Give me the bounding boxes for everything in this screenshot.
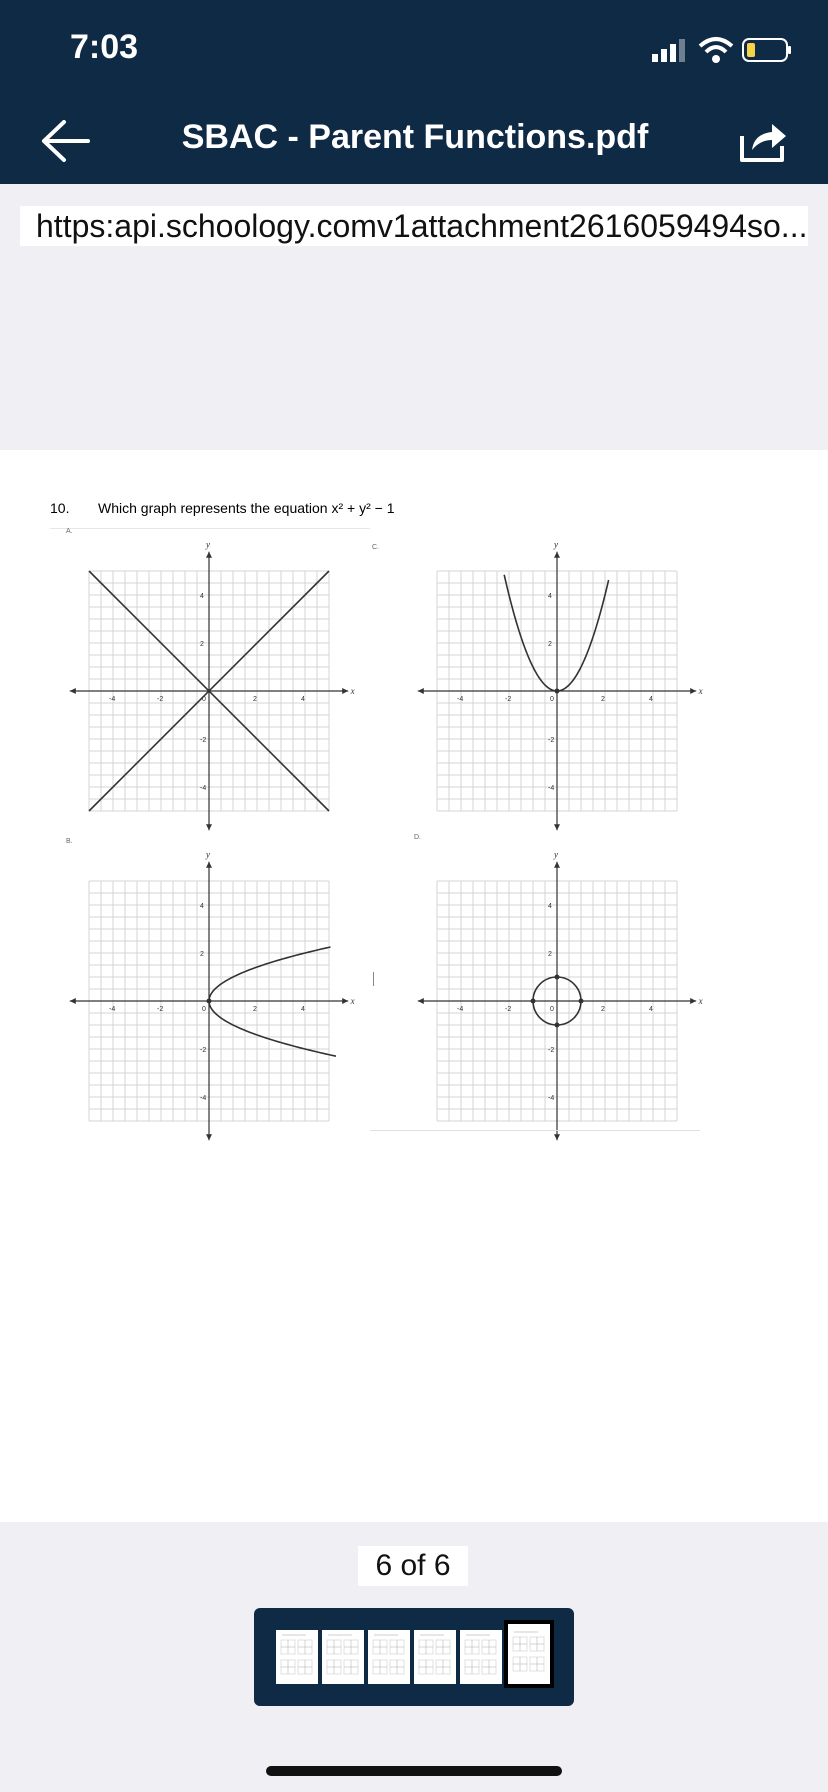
y-tick-label: 4 bbox=[200, 903, 204, 910]
graph-option-b[interactable] bbox=[64, 849, 355, 1146]
x-tick-label: -4 bbox=[109, 1006, 116, 1013]
page-thumbnail-3[interactable] bbox=[368, 1630, 410, 1684]
y-tick-label: 4 bbox=[548, 903, 552, 910]
page-divider bbox=[370, 1130, 700, 1131]
pdf-page bbox=[0, 450, 828, 1522]
page-thumbnail-strip bbox=[254, 1608, 574, 1706]
y-tick-label: 4 bbox=[548, 593, 552, 600]
y-tick-label: 2 bbox=[548, 641, 552, 648]
x-tick-label: -2 bbox=[157, 1006, 164, 1013]
thumbnail-preview-icon bbox=[414, 1630, 456, 1684]
wifi-icon bbox=[698, 36, 734, 64]
x-tick-label: -4 bbox=[457, 1006, 464, 1013]
text-cursor bbox=[373, 972, 374, 986]
option-a-label: A. bbox=[66, 528, 73, 535]
intercept-point bbox=[555, 1023, 560, 1028]
question-divider bbox=[50, 528, 370, 529]
origin-label: 0 bbox=[202, 696, 206, 703]
document-title: SBAC - Parent Functions.pdf bbox=[181, 118, 649, 156]
x-tick-label: -4 bbox=[109, 696, 116, 703]
x-tick-label: -2 bbox=[505, 1006, 512, 1013]
x-tick-label: 4 bbox=[649, 1006, 653, 1013]
origin-label: 0 bbox=[550, 696, 554, 703]
document-url[interactable]: https:api.schoology.comv1attachment2616059494so... bbox=[20, 206, 808, 246]
y-tick-label: 2 bbox=[548, 951, 552, 958]
y-tick-label: 2 bbox=[200, 951, 204, 958]
top-bar bbox=[0, 0, 828, 184]
x-tick-label: 2 bbox=[253, 1006, 257, 1013]
y-tick-label: -4 bbox=[200, 1095, 207, 1102]
x-axis-label: x bbox=[698, 996, 703, 1006]
page-thumbnail-2[interactable] bbox=[322, 1630, 364, 1684]
x-tick-label: -2 bbox=[505, 696, 512, 703]
intercept-point bbox=[531, 999, 536, 1004]
intercept-point bbox=[579, 999, 584, 1004]
thumbnail-preview-icon bbox=[276, 1630, 318, 1684]
x-tick-label: 4 bbox=[301, 696, 305, 703]
y-tick-label: -4 bbox=[548, 785, 555, 792]
thumbnail-preview-icon bbox=[368, 1630, 410, 1684]
option-c-label: C. bbox=[372, 544, 379, 551]
x-tick-label: -4 bbox=[457, 696, 464, 703]
y-axis-label: y bbox=[554, 849, 558, 860]
vertex-point bbox=[555, 689, 560, 694]
page-thumbnail-6-active[interactable] bbox=[504, 1620, 554, 1688]
thumbnail-preview-icon bbox=[460, 1630, 502, 1684]
x-tick-label: 2 bbox=[253, 696, 257, 703]
x-tick-label: 2 bbox=[601, 1006, 605, 1013]
thumbnail-preview-icon bbox=[508, 1624, 550, 1684]
y-tick-label: -2 bbox=[200, 1047, 207, 1054]
y-tick-label: -2 bbox=[548, 737, 555, 744]
cellular-signal-icon bbox=[652, 38, 688, 62]
option-d-label: D. bbox=[414, 834, 421, 841]
x-axis-label: x bbox=[350, 996, 355, 1006]
x-tick-label: 4 bbox=[649, 696, 653, 703]
page-thumbnail-1[interactable] bbox=[276, 1630, 318, 1684]
home-indicator[interactable] bbox=[266, 1766, 562, 1776]
y-tick-label: 2 bbox=[200, 641, 204, 648]
page-thumbnail-4[interactable] bbox=[414, 1630, 456, 1684]
x-tick-label: 2 bbox=[601, 696, 605, 703]
graph-option-c[interactable] bbox=[412, 539, 703, 836]
origin-label: 0 bbox=[202, 1006, 206, 1013]
question-number: 10. bbox=[50, 500, 70, 516]
y-tick-label: -2 bbox=[548, 1047, 555, 1054]
page-indicator: 6 of 6 bbox=[358, 1546, 468, 1586]
x-tick-label: -2 bbox=[157, 696, 164, 703]
share-icon[interactable] bbox=[738, 116, 788, 164]
x-tick-label: 4 bbox=[301, 1006, 305, 1013]
y-tick-label: -4 bbox=[200, 785, 207, 792]
vertex-point bbox=[207, 999, 212, 1004]
y-tick-label: -2 bbox=[200, 737, 207, 744]
origin-label: 0 bbox=[550, 1006, 554, 1013]
y-tick-label: -4 bbox=[548, 1095, 555, 1102]
question-prompt: Which graph represents the equation x² + y² − 1 bbox=[98, 500, 395, 516]
y-axis-label: y bbox=[554, 539, 558, 550]
intercept-point bbox=[555, 975, 560, 980]
y-tick-label: 4 bbox=[200, 593, 204, 600]
back-arrow-icon[interactable] bbox=[38, 116, 92, 166]
graph-option-d[interactable] bbox=[412, 849, 703, 1146]
x-axis-label: x bbox=[698, 686, 703, 696]
battery-icon bbox=[742, 38, 792, 62]
page-thumbnail-5[interactable] bbox=[460, 1630, 502, 1684]
option-b-label: B. bbox=[66, 838, 73, 845]
thumbnail-preview-icon bbox=[322, 1630, 364, 1684]
y-axis-label: y bbox=[206, 539, 210, 550]
y-axis-label: y bbox=[206, 849, 210, 860]
status-time: 7:03 bbox=[70, 28, 139, 66]
graph-option-a[interactable] bbox=[64, 539, 355, 836]
x-axis-label: x bbox=[350, 686, 355, 696]
